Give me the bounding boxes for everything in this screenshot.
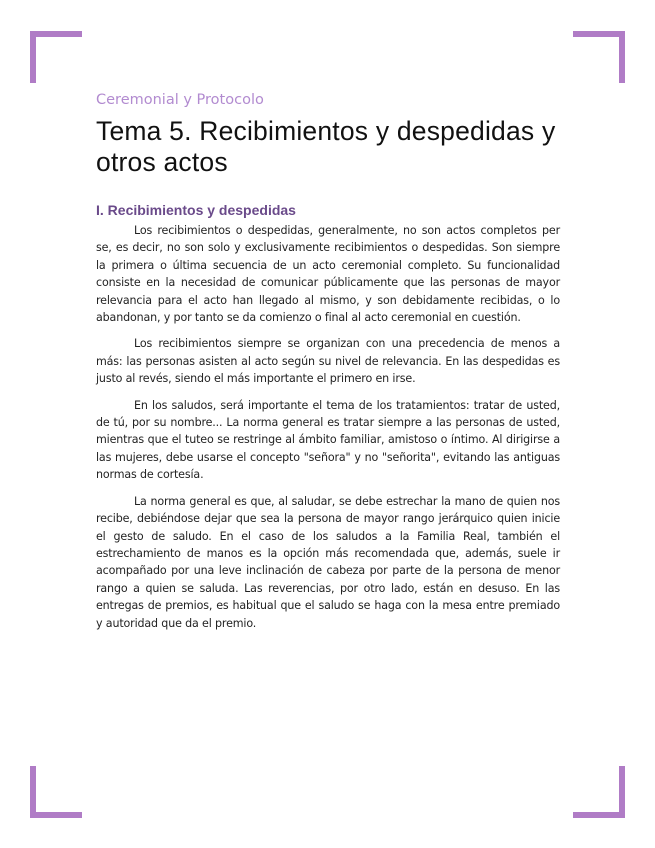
paragraph: En los saludos, será importante el tema de los tratamientos: tratar de usted, de tú, por su nombre... La norma general es tratar siempre a las personas de usted, mientras que el tuteo se restringe al ámbito familiar, amistoso o íntimo. Al dirigirse a las mujeres, debe usarse el concepto "señora" y no "señorita", evitando las antiguas normas de cortesía.	[96, 398, 560, 482]
page-title: Tema 5. Recibimientos y despedidas y otros actos	[96, 116, 556, 177]
corner-bracket-top-right	[573, 31, 625, 83]
subject-label: Ceremonial y Protocolo	[96, 92, 264, 108]
paragraph: Los recibimientos siempre se organizan con una precedencia de menos a más: las personas asisten al acto según su nivel de relevancia. En las despedidas es justo al revés, siendo el más importante el primero en irse.	[96, 337, 560, 386]
page-content	[96, 92, 560, 641]
section-heading: I. Recibimientos y despedidas	[96, 202, 296, 218]
paragraph: La norma general es que, al saludar, se debe estrechar la mano de quien nos recibe, debiéndose dejar que sea la persona de mayor rango jerárquico quien inicie el gesto de saludo. En el caso de los saludos a la Familia Real, también el estrechamiento de manos es la opción más recomendada que, además, suele ir acompañado por una leve inclinación de cabeza por parte de la persona de menor rango a quien se saluda. Las reverencias, por otro lado, están en desuso. En las entregas de premios, es habitual que el saludo se haga con la mesa entre premiado y autoridad que da el premio.	[96, 494, 560, 630]
corner-bracket-top-left	[30, 31, 82, 83]
paragraph: Los recibimientos o despedidas, generalmente, no son actos completos per se, es decir, no son solo y exclusivamente recibimientos o despedidas. Son siempre la primera o última secuencia de un acto ceremonial completo. Su funcionalidad consiste en la necesidad de comunicar públicamente que las personas de mayor relevancia para el acto han llegado al mismo, y son debidamente recibidas, o lo abandonan, y por tanto se da comienzo o final al acto ceremonial en cuestión.	[96, 224, 560, 325]
corner-bracket-bottom-right	[573, 766, 625, 818]
corner-bracket-bottom-left	[30, 766, 82, 818]
